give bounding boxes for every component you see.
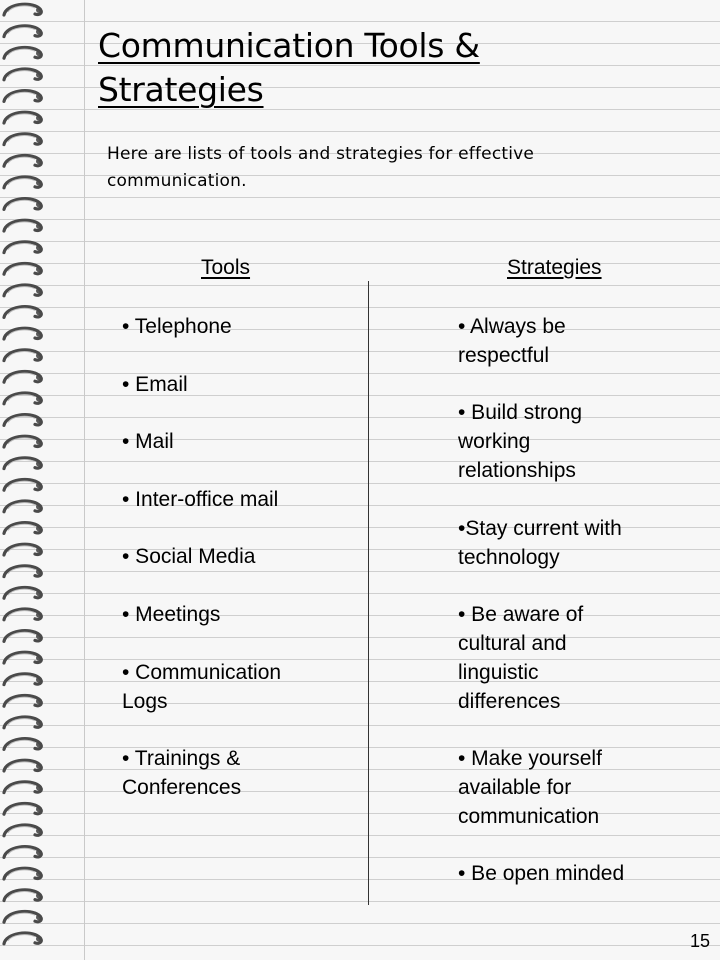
spiral-coil bbox=[4, 220, 42, 231]
spiral-coil bbox=[4, 263, 42, 274]
spiral-coil bbox=[4, 91, 42, 102]
page-title bbox=[98, 24, 480, 112]
spiral-coil bbox=[4, 933, 42, 944]
spiral-coil bbox=[4, 760, 42, 771]
strategy-item-line: • Make yourself bbox=[458, 747, 602, 770]
strategy-item-line: cultural and bbox=[458, 632, 567, 655]
spiral-coil bbox=[4, 350, 42, 361]
spiral-coil bbox=[4, 782, 42, 793]
spiral-coil bbox=[4, 825, 42, 836]
strategy-item-line: relationships bbox=[458, 459, 576, 482]
spiral-coil bbox=[4, 631, 42, 642]
tool-item-line: • Mail bbox=[122, 430, 174, 453]
spiral-coil bbox=[4, 847, 42, 858]
spiral-coil bbox=[4, 393, 42, 404]
tool-item-inter-office-mail bbox=[122, 485, 278, 514]
spiral-coil bbox=[4, 911, 42, 922]
column-divider bbox=[368, 281, 369, 905]
spiral-coil bbox=[4, 695, 42, 706]
tool-item-email bbox=[122, 370, 188, 399]
tool-item-line: • Communication bbox=[122, 661, 282, 684]
spiral-coil bbox=[4, 242, 42, 253]
strategy-item-open-minded bbox=[458, 859, 624, 888]
strategy-item-line: technology bbox=[458, 546, 560, 569]
tool-item-line: • Telephone bbox=[122, 315, 232, 338]
spiral-coil bbox=[4, 544, 42, 555]
tool-item-line: • Email bbox=[122, 373, 188, 396]
spiral-coil bbox=[4, 566, 42, 577]
tool-item-meetings bbox=[122, 600, 220, 629]
spiral-coil bbox=[4, 501, 42, 512]
strategy-item-cultural-differences bbox=[458, 600, 583, 716]
strategy-item-line: differences bbox=[458, 690, 561, 713]
spiral-coil bbox=[4, 177, 42, 188]
strategy-item-line: • Be aware of bbox=[458, 603, 584, 626]
spiral-coil bbox=[4, 155, 42, 166]
spiral-coil bbox=[4, 328, 42, 339]
title-line-1: Communication Tools & bbox=[98, 26, 480, 65]
spiral-coil bbox=[4, 47, 42, 58]
spiral-coil bbox=[4, 69, 42, 80]
spiral-coil bbox=[4, 112, 42, 123]
spiral-coil bbox=[4, 415, 42, 426]
strategy-item-line: respectful bbox=[458, 344, 550, 367]
strategy-item-line: •Stay current with bbox=[458, 517, 622, 540]
spiral-coil bbox=[4, 587, 42, 598]
spiral-coil bbox=[4, 523, 42, 534]
strategy-item-relationships bbox=[458, 398, 582, 485]
strategies-heading: Strategies bbox=[507, 256, 602, 279]
spiral-binding bbox=[0, 0, 50, 960]
tool-item-line: Logs bbox=[122, 690, 168, 713]
spiral-coil bbox=[4, 26, 42, 37]
strategy-item-line: • Build strong bbox=[458, 401, 583, 424]
spiral-coil bbox=[4, 4, 42, 15]
spiral-coil bbox=[4, 199, 42, 210]
spiral-coil bbox=[4, 479, 42, 490]
spiral-coil bbox=[4, 652, 42, 663]
spiral-coil bbox=[4, 803, 42, 814]
spiral-coil bbox=[4, 371, 42, 382]
spiral-coil bbox=[4, 717, 42, 728]
strategy-item-technology bbox=[458, 514, 622, 572]
strategy-item-respectful bbox=[458, 312, 566, 370]
intro-text: Here are lists of tools and strategies for effective communication. bbox=[107, 144, 535, 191]
tool-item-social-media bbox=[122, 542, 255, 571]
tool-item-mail bbox=[122, 427, 174, 456]
tool-item-telephone bbox=[122, 312, 232, 341]
tool-item-line: • Social Media bbox=[122, 545, 256, 568]
strategy-item-line: working bbox=[458, 430, 531, 453]
spiral-coil bbox=[4, 890, 42, 901]
tool-item-trainings-conferences bbox=[122, 744, 241, 802]
spiral-coil bbox=[4, 436, 42, 447]
tool-item-line: • Trainings & bbox=[122, 747, 241, 770]
strategy-item-line: communication bbox=[458, 805, 600, 828]
spiral-coil bbox=[4, 285, 42, 296]
spiral-coil bbox=[4, 307, 42, 318]
page-number: 15 bbox=[689, 931, 710, 951]
margin-line bbox=[84, 0, 85, 960]
tool-item-line: Conferences bbox=[122, 776, 242, 799]
strategy-item-available bbox=[458, 744, 602, 831]
strategy-item-line: linguistic bbox=[458, 661, 539, 684]
tool-item-line: • Meetings bbox=[122, 603, 221, 626]
strategy-item-line: • Be open minded bbox=[458, 862, 625, 885]
spiral-coil bbox=[4, 868, 42, 879]
spiral-coil bbox=[4, 739, 42, 750]
spiral-coil bbox=[4, 609, 42, 620]
title-line-2: Strategies bbox=[98, 70, 264, 109]
tool-item-line: • Inter-office mail bbox=[122, 488, 279, 511]
spiral-coil bbox=[4, 134, 42, 145]
spiral-coil bbox=[4, 674, 42, 685]
tool-item-communication-logs bbox=[122, 658, 281, 716]
tools-heading: Tools bbox=[201, 256, 251, 279]
strategy-item-line: • Always be bbox=[458, 315, 566, 338]
spiral-coil bbox=[4, 458, 42, 469]
strategy-item-line: available for bbox=[458, 776, 572, 799]
